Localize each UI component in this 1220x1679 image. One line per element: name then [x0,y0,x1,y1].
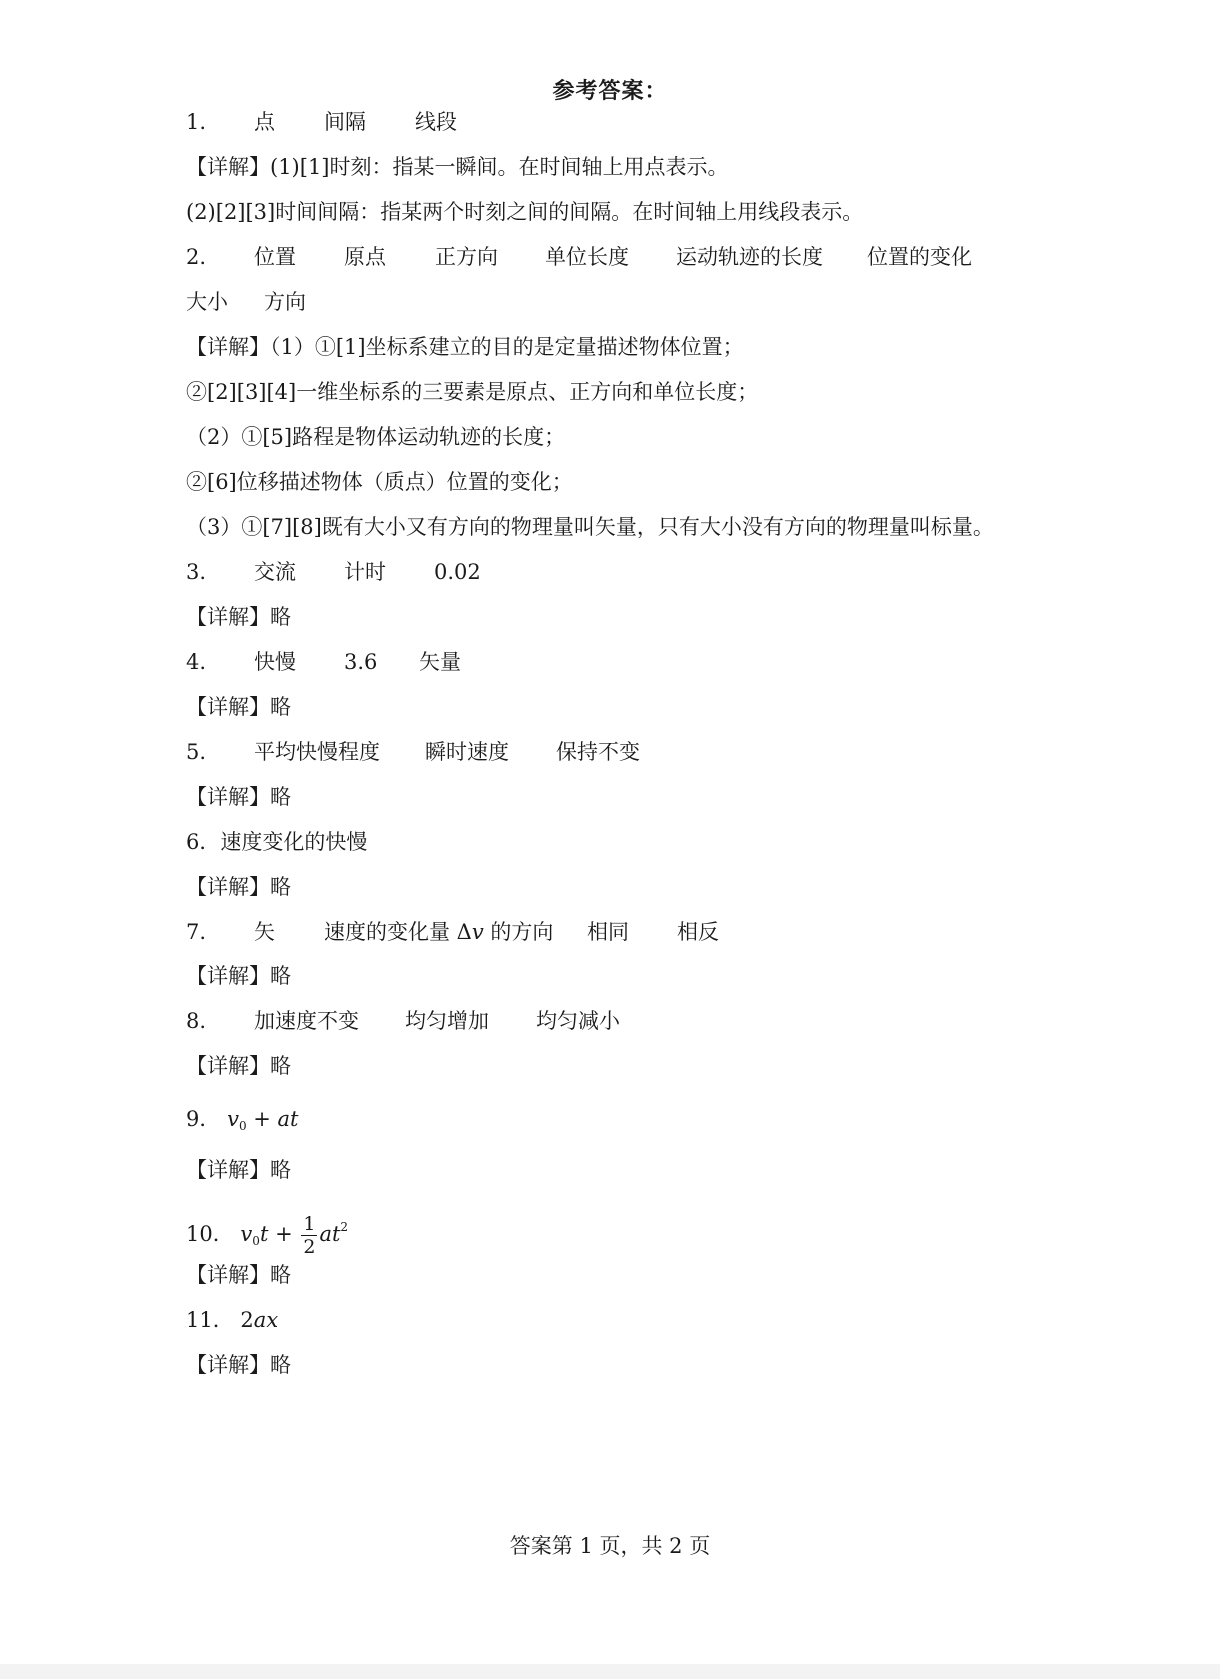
detail-text: 【详解】（1）①[1]坐标系建立的目的是定量描述物体位置； [186,335,744,359]
detail-text: 【详解】略 [186,1158,291,1182]
answer-blank: 运动轨迹的长度 [676,245,823,269]
question-number: 10． [186,1222,234,1246]
question-number: 7. [186,920,207,944]
answer-blank: 正方向 [435,245,498,269]
answer-blank: 点 [254,110,275,134]
answer-blank: 交流 [254,560,296,584]
answer-9 [186,1104,299,1141]
math-variable: at [277,1107,299,1131]
math-variable: v [240,1222,253,1246]
question-number: 4. [186,650,207,674]
answer-blank: 相同 [587,920,629,944]
answer-blank: 矢 [254,920,275,944]
detail-text: 【详解】略 [186,1263,291,1287]
question-number: 11． [186,1308,234,1332]
formula [240,1213,349,1258]
answer-blank: 均匀增加 [405,1009,489,1033]
answer-blank: 线段 [415,110,457,134]
answer-text: 速度的变化量 Δ [324,920,472,944]
question-number: 1. [186,110,207,134]
math-variable: v [227,1107,239,1131]
detail-text: ②[6]位移描述物体（质点）位置的变化； [186,470,573,494]
detail-text: 【详解】略 [186,875,291,899]
answer-blank: 单位长度 [545,245,629,269]
answer-blank: 相反 [677,920,719,944]
answer-text: 的方向 [483,920,554,944]
math-coefficient: 2 [240,1308,254,1332]
formula [227,1107,298,1131]
answer-blank: 加速度不变 [254,1009,359,1033]
math-variable: v [471,920,484,944]
question-number: 3. [186,560,207,584]
math-subscript: 0 [252,1234,260,1248]
answer-blank: 位置 [254,245,296,269]
answer-blank: 3.6 [344,650,378,674]
answer-blank: 快慢 [254,650,296,674]
answer-blank: 0.02 [434,560,481,584]
formula [240,1308,278,1332]
answer-blank: 方向 [264,290,306,314]
detail-text: （2）①[5]路程是物体运动轨迹的长度； [186,425,566,449]
math-subscript: 0 [238,1119,247,1133]
answer-blank: 瞬时速度 [425,740,509,764]
detail-text: 【详解】略 [186,964,291,988]
detail-text: (2)[2][3]时间间隔：指某两个时刻之间的间隔。在时间轴上用线段表示。 [186,200,864,224]
math-variable: t [259,1222,269,1246]
detail-text: 【详解】略 [186,785,291,809]
answer-blank: 矢量 [419,650,461,674]
answer-blank: 位置的变化 [867,245,972,269]
fraction-numerator: 1 [303,1213,316,1235]
answer-10 [186,1205,348,1263]
detail-text: 【详解】略 [186,1054,291,1078]
answer-6: 6．速度变化的快慢 [186,830,368,854]
answer-blank: 间隔 [324,110,366,134]
answer-blank: 计时 [344,560,386,584]
math-operator: + [268,1222,300,1246]
answer-blank [324,917,553,947]
math-operator: + [246,1107,278,1131]
fraction-denominator: 2 [303,1236,316,1258]
detail-text: 【详解】略 [186,605,291,629]
detail-text: 【详解】(1)[1]时刻：指某一瞬间。在时间轴上用点表示。 [186,155,729,179]
detail-text: ②[2][3][4]一维坐标系的三要素是原点、正方向和单位长度； [186,380,759,404]
question-number: 2. [186,245,207,269]
answer-blank: 平均快慢程度 [254,740,380,764]
detail-text: 【详解】略 [186,695,291,719]
question-number: 5. [186,740,207,764]
question-number: 8. [186,1009,207,1033]
answer-blank: 原点 [344,245,386,269]
fraction [301,1213,317,1258]
answer-blank: 均匀减小 [536,1009,620,1033]
question-number: 9． [186,1107,221,1131]
page-bottom-edge [0,1664,1220,1679]
math-variable: at [319,1222,341,1246]
page-title: 参考答案： [552,78,668,104]
detail-text: （3）①[7][8]既有大小又有方向的物理量叫矢量，只有大小没有方向的物理量叫标量。 [186,515,994,539]
answer-blank: 保持不变 [556,740,640,764]
detail-text: 【详解】略 [186,1353,291,1377]
math-superscript: 2 [340,1220,349,1234]
answer-11 [186,1305,278,1335]
page-footer: 答案第 1 页，共 2 页 [509,1534,711,1558]
math-variable: ax [253,1308,279,1332]
answer-blank: 大小 [186,290,228,314]
